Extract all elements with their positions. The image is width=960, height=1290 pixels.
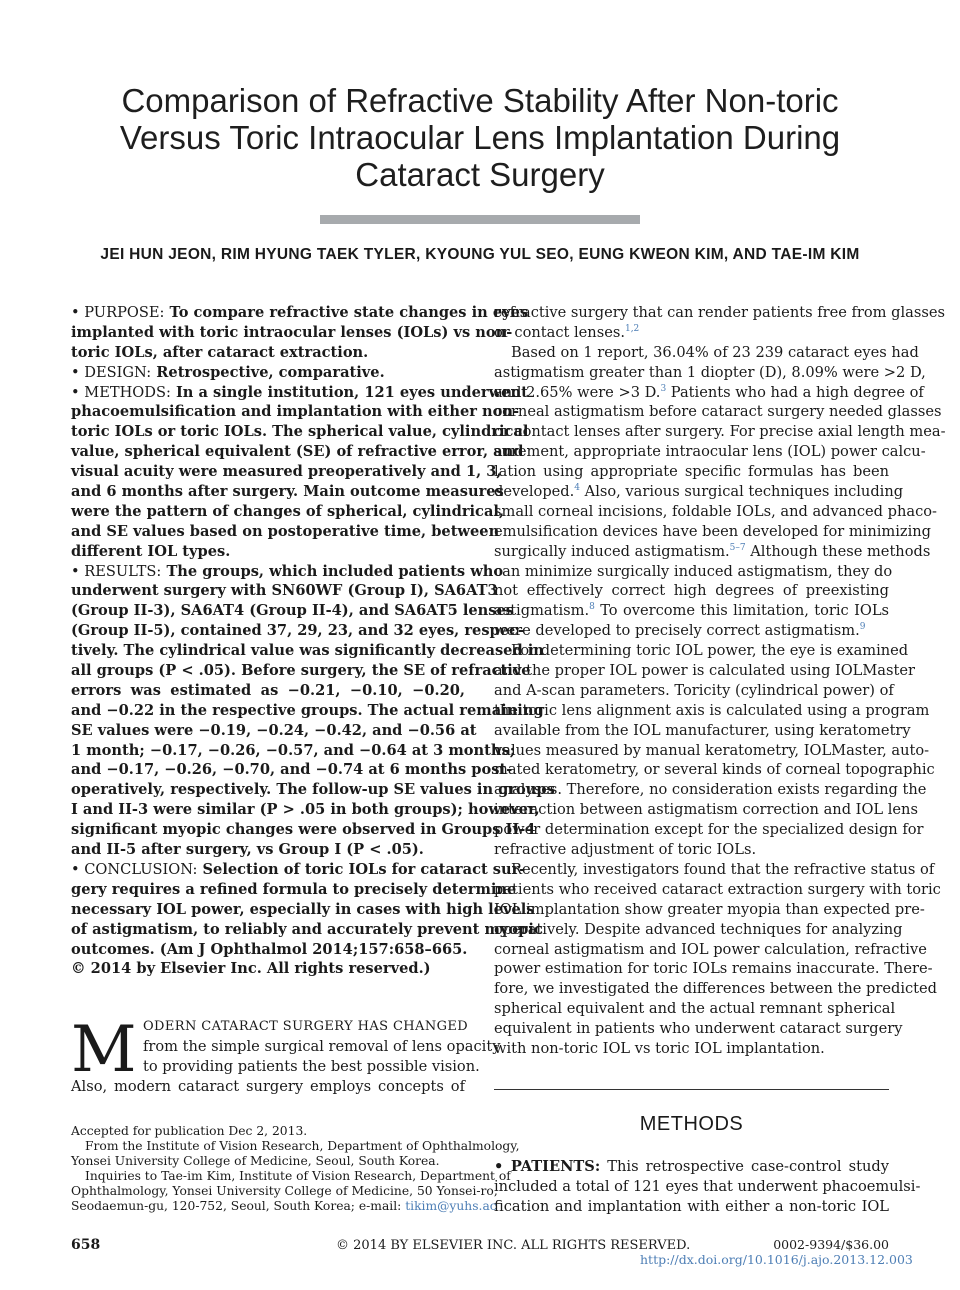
footnote-line: Inquiries to Tae-im Kim, Institute of Vision Research, Department of xyxy=(85,1169,511,1183)
body-line: refractive adjustment of toric IOLs. xyxy=(494,841,757,859)
abstract-line: all groups (P < .05). Before surgery, the SE of refractive xyxy=(71,662,531,680)
methods-heading: METHODS xyxy=(639,1113,744,1135)
email-link[interactable]: tikim@yuhs.ac xyxy=(405,1199,497,1213)
abstract-line: were the pattern of changes of spherical, cylindrical, xyxy=(71,502,505,520)
body-line: were developed to precisely correct astigmatism.$^9$ xyxy=(494,622,866,640)
body-line: equivalent in patients who underwent cataract surgery xyxy=(494,1020,903,1038)
title-line: Comparison of Refractive Stability After Non-toric xyxy=(121,82,839,119)
body-line: For determining toric IOL power, the eye is examined xyxy=(511,642,909,660)
abstract-line: necessary IOL power, especially in cases with high levels xyxy=(71,900,535,918)
section-divider xyxy=(494,1089,889,1090)
abstract xyxy=(71,303,555,979)
abstract-line: significant myopic changes were observed in Groups II-4 xyxy=(71,821,536,839)
body-line: surgically induced astigmatism.$^{5-7}$ Although these methods xyxy=(494,542,931,560)
abstract-line: (Group II-5), contained 37, 29, 23, and 32 eyes, respec- xyxy=(71,622,524,640)
body-line: astigmatism greater than 1 diopter (D), 8.09% were >2 D, xyxy=(494,363,926,381)
body-line: and the proper IOL power is calculated using IOLMaster xyxy=(494,662,915,680)
footnotes xyxy=(71,1124,520,1214)
intro-line: to providing patients the best possible vision. xyxy=(143,1057,480,1075)
body-line: mated keratometry, or several kinds of corneal topographic xyxy=(494,761,935,779)
issn: 0002-9394/$36.00 xyxy=(773,1237,889,1252)
abstract-line: © 2014 by Elsevier Inc. All rights reserved.) xyxy=(71,960,431,978)
right-column xyxy=(494,303,946,1059)
footer-identifiers xyxy=(640,1237,913,1267)
body-line: IOL implantation show greater myopia than expected pre- xyxy=(494,900,925,918)
body-line: or contact lenses.$^{1,2}$ xyxy=(494,323,640,341)
body-line: power determination except for the specialized design for xyxy=(494,821,924,839)
abstract-line: visual acuity were measured preoperatively and 1, 3, xyxy=(71,463,502,481)
intro-line: ODERN CATARACT SURGERY HAS CHANGED xyxy=(143,1019,469,1034)
body-line: patients who received cataract extraction surgery with toric xyxy=(494,880,941,898)
abstract-line: and 6 months after surgery. Main outcome measures xyxy=(71,483,504,501)
abstract-line: of astigmatism, to reliably and accurately prevent myopic xyxy=(71,920,543,938)
body-line: Recently, investigators found that the refractive status of xyxy=(511,860,935,878)
body-line: lation using appropriate specific formulas has been xyxy=(494,463,889,481)
abstract-line: toric IOLs or toric IOLs. The spherical value, cylindrical xyxy=(71,423,529,441)
body-line: astigmatism.$^8$ To overcome this limitation, toric IOLs xyxy=(494,602,889,620)
footnote-line: Seodaemun-gu, 120-752, Seoul, South Korea; e-mail: tikim@yuhs.ac xyxy=(71,1199,497,1213)
abstract-line: tively. The cylindrical value was significantly decreased in xyxy=(71,642,544,660)
methods-label: • METHODS: xyxy=(71,383,171,401)
abstract-line: errors was estimated as −0.21, −0.10, −0.20, xyxy=(71,681,465,699)
body-line: Based on 1 report, 36.04% of 23 239 cataract eyes had xyxy=(511,343,919,361)
footnote-line: Accepted for publication Dec 2, 2013. xyxy=(71,1124,308,1138)
abstract-line: I and II-3 were similar (P > .05 in both groups); however, xyxy=(71,801,540,819)
abstract-line: different IOL types. xyxy=(71,542,231,560)
body-line: fication and implantation with either a non-toric IOL xyxy=(494,1197,889,1215)
body-line: corneal astigmatism before cataract surgery needed glasses xyxy=(494,403,942,421)
abstract-line: and II-5 after surgery, vs Group I (P < .05). xyxy=(71,841,424,859)
abstract-line: and SE values based on postoperative time, between xyxy=(71,522,500,540)
abstract-line: SE values were −0.19, −0.24, −0.42, and −0.56 at xyxy=(71,721,477,739)
body-line: interaction between astigmatism correction and IOL lens xyxy=(494,801,918,819)
body-line: refractive surgery that can render patients free from glasses xyxy=(494,304,945,321)
abstract-line: (Group II-3), SA6AT4 (Group II-4), and SA6AT5 lenses xyxy=(71,602,515,620)
title-line: Versus Toric Intraocular Lens Implantation During xyxy=(119,119,841,156)
drop-cap: M xyxy=(71,1013,137,1087)
body-line: and A-scan parameters. Toricity (cylindrical power) of xyxy=(494,681,894,699)
body-line: the toric lens alignment axis is calculated using a program xyxy=(494,701,930,719)
abstract-line: and −0.17, −0.26, −0.70, and −0.74 at 6 months post- xyxy=(71,761,513,779)
abstract-line: • DESIGN: Retrospective, comparative. xyxy=(71,363,385,381)
body-line: small corneal incisions, foldable IOLs, and advanced phaco- xyxy=(494,502,937,520)
body-line: or contact lenses after surgery. For precise axial length mea- xyxy=(494,423,946,441)
body-line: analyses. Therefore, no consideration exists regarding the xyxy=(494,781,927,799)
body-line: values measured by manual keratometry, IOLMaster, auto- xyxy=(494,741,930,759)
body-line: available from the IOL manufacturer, using keratometry xyxy=(494,721,911,739)
body-line: operatively. Despite advanced techniques for analyzing xyxy=(494,920,903,938)
abstract-line: outcomes. (Am J Ophthalmol 2014;157:658–665. xyxy=(71,940,468,958)
design-label: • DESIGN: xyxy=(71,363,152,381)
body-line: emulsification devices have been developed for minimizing xyxy=(494,522,932,540)
body-line: surement, appropriate intraocular lens (IOL) power calcu- xyxy=(494,443,926,461)
doi-link[interactable]: http://dx.doi.org/10.1016/j.ajo.2013.12.003 xyxy=(640,1252,913,1267)
body-line: fore, we investigated the differences between the predicted xyxy=(494,980,938,998)
body-line: with non-toric IOL vs toric IOL implantation. xyxy=(494,1039,825,1057)
title-divider xyxy=(320,215,640,224)
body-line: • PATIENTS: This retrospective case-control study xyxy=(494,1158,890,1175)
purpose-label: • PURPOSE: xyxy=(71,304,165,321)
abstract-line: phacoemulsification and implantation with either non- xyxy=(71,403,520,421)
patients-paragraph xyxy=(494,1157,921,1217)
abstract-line: 1 month; −0.17, −0.26, −0.57, and −0.64 at 3 months; xyxy=(71,741,516,759)
reference-link[interactable]: 8 xyxy=(589,602,595,613)
footnote-line: From the Institute of Vision Research, Department of Ophthalmology, xyxy=(85,1139,520,1153)
author-list: JEI HUN JEON, RIM HYUNG TAEK TYLER, KYOUNG YUL SEO, EUNG KWEON KIM, AND TAE-IM KIM xyxy=(100,246,860,263)
conclusion-label: • CONCLUSION: xyxy=(71,860,198,878)
intro-line: from the simple surgical removal of lens opacity xyxy=(143,1037,501,1055)
body-line: included a total of 121 eyes that underwent phacoemulsi- xyxy=(494,1177,921,1195)
abstract-line: • RESULTS: The groups, which included patients who xyxy=(71,562,504,580)
title-line: Cataract Surgery xyxy=(355,156,605,193)
footnote-line: Yonsei University College of Medicine, Seoul, South Korea. xyxy=(71,1154,440,1168)
body-line: corneal astigmatism and IOL power calculation, refractive xyxy=(494,940,927,958)
abstract-line: gery requires a refined formula to precisely determine xyxy=(71,880,517,898)
reference-link[interactable]: 1,2 xyxy=(624,324,640,335)
reference-link[interactable]: 4 xyxy=(574,483,581,494)
body-line: and 2.65% were >3 D.$^3$ Patients who had a high degree of xyxy=(494,383,924,401)
abstract-line: underwent surgery with SN60WF (Group I), SA6AT3 xyxy=(71,582,498,600)
abstract-line: toric IOLs, after cataract extraction. xyxy=(71,343,369,361)
body-line: not effectively correct high degrees of preexisting xyxy=(494,582,889,600)
reference-link[interactable]: 3 xyxy=(660,383,667,394)
abstract-line: • CONCLUSION: Selection of toric IOLs for cataract sur- xyxy=(71,860,526,878)
intro-line: Also, modern cataract surgery employs concepts of xyxy=(71,1077,465,1095)
page-number: 658 xyxy=(71,1237,101,1253)
footnote-line: Ophthalmology, Yonsei University College of Medicine, 50 Yonsei-ro, xyxy=(71,1184,498,1198)
abstract-line: value, spherical equivalent (SE) of refractive error, and xyxy=(71,443,524,461)
abstract-line: operatively, respectively. The follow-up SE values in groups xyxy=(71,781,555,799)
abstract-line: • METHODS: In a single institution, 121 eyes underwent xyxy=(71,383,528,401)
patients-label: • PATIENTS: xyxy=(494,1158,601,1175)
reference-link[interactable]: 9 xyxy=(859,622,866,633)
article-title xyxy=(60,82,900,193)
abstract-line: • PURPOSE: To compare refractive state changes in eyes xyxy=(71,304,529,321)
abstract-line: implanted with toric intraocular lenses (IOLs) vs non- xyxy=(71,323,513,341)
copyright-notice: © 2014 BY ELSEVIER INC. ALL RIGHTS RESERVED. xyxy=(336,1238,691,1253)
body-line: power estimation for toric IOLs remains inaccurate. There- xyxy=(494,960,933,978)
body-line: developed.$^4$ Also, various surgical techniques including xyxy=(494,483,904,501)
reference-link[interactable]: 5–7 xyxy=(729,542,746,553)
body-line: can minimize surgically induced astigmatism, they do xyxy=(494,562,893,580)
results-label: • RESULTS: xyxy=(71,562,162,580)
introduction xyxy=(71,1013,501,1097)
abstract-line: and −0.22 in the respective groups. The actual remaining xyxy=(71,701,544,719)
body-line: spherical equivalent and the actual remnant spherical xyxy=(494,1000,896,1018)
